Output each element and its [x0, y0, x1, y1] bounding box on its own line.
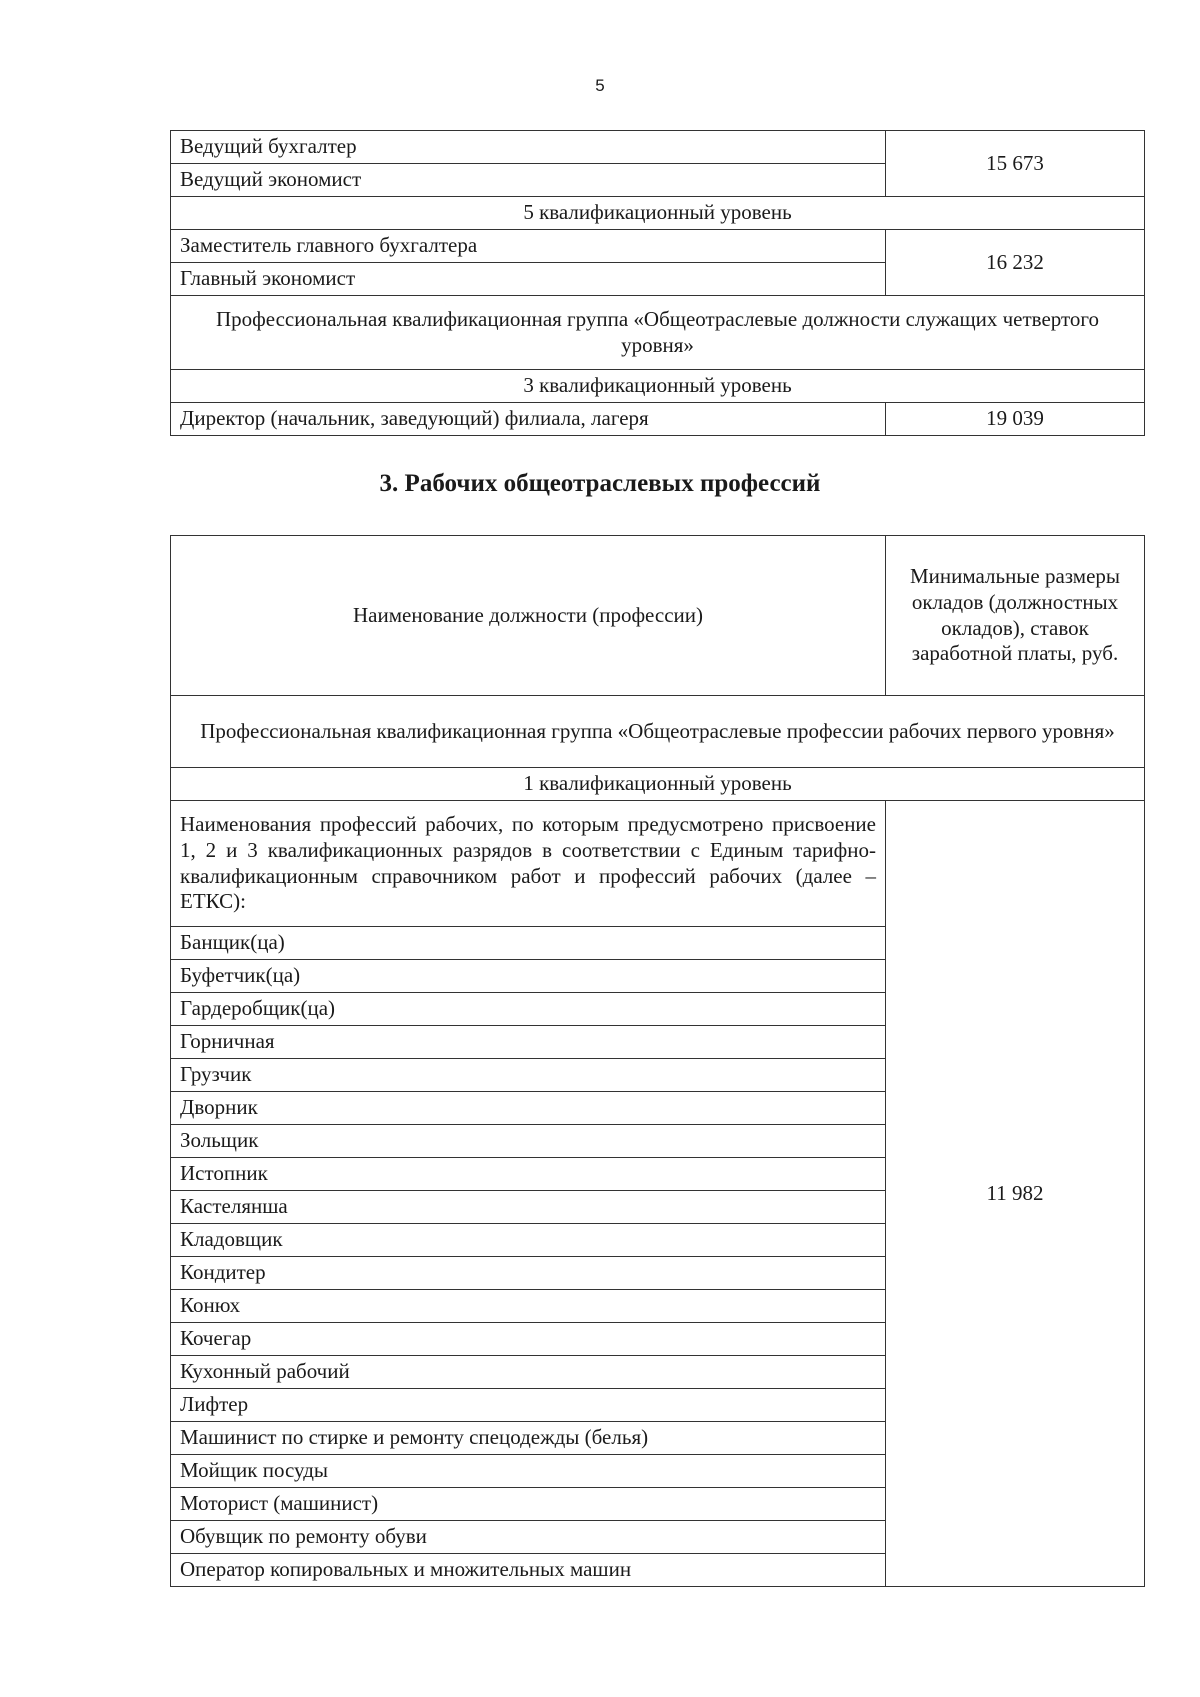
salary-value: 19 039 — [886, 403, 1145, 436]
profession-name: Машинист по стирке и ремонту спецодежды (белья) — [171, 1422, 886, 1455]
profession-name: Истопник — [171, 1158, 886, 1191]
profession-name: Кочегар — [171, 1323, 886, 1356]
salary-value: 11 982 — [886, 801, 1145, 1587]
header-salary: Минимальные размеры окладов (должностных окладов), ставок заработной платы, руб. — [886, 536, 1145, 696]
table-row — [171, 131, 1145, 164]
position-name: Ведущий экономист — [171, 164, 886, 197]
table-header-row — [171, 536, 1145, 696]
position-name: Заместитель главного бухгалтера — [171, 230, 886, 263]
position-name: Главный экономист — [171, 263, 886, 296]
table-row — [171, 230, 1145, 263]
qualification-level-row — [171, 370, 1145, 403]
position-name: Ведущий бухгалтер — [171, 131, 886, 164]
professional-group-title: Профессиональная квалификационная группа «Общеотраслевые должности служащих четвертого уровня» — [171, 296, 1145, 370]
profession-name: Кондитер — [171, 1257, 886, 1290]
profession-name: Грузчик — [171, 1059, 886, 1092]
position-name: Директор (начальник, заведующий) филиала, лагеря — [171, 403, 886, 436]
header-position-name: Наименование должности (профессии) — [171, 536, 886, 696]
salary-table-continued — [170, 130, 1145, 436]
profession-name: Буфетчик(ца) — [171, 960, 886, 993]
profession-name: Мойщик посуды — [171, 1455, 886, 1488]
profession-name: Кухонный рабочий — [171, 1356, 886, 1389]
profession-name: Горничная — [171, 1026, 886, 1059]
profession-name: Оператор копировальных и множительных машин — [171, 1554, 886, 1587]
section-title: 3. Рабочих общеотраслевых профессий — [379, 470, 821, 497]
profession-name: Зольщик — [171, 1125, 886, 1158]
professions-intro: Наименования профессий рабочих, по которым предусмотрено присвоение 1, 2 и 3 квалификационных разрядов в соответствии с Единым тарифно-квалификационным справочником работ и профессий рабочих (далее – ЕТКС): — [171, 801, 886, 927]
salary-value: 15 673 — [886, 131, 1145, 197]
professional-group-title: Профессиональная квалификационная группа «Общеотраслевые профессии рабочих первого уровня» — [171, 696, 1145, 768]
profession-name: Банщик(ца) — [171, 927, 886, 960]
qualification-level-row — [171, 768, 1145, 801]
profession-name: Кастелянша — [171, 1191, 886, 1224]
qualification-level-row — [171, 197, 1145, 230]
profession-name: Гардеробщик(ца) — [171, 993, 886, 1026]
profession-name: Лифтер — [171, 1389, 886, 1422]
profession-name: Дворник — [171, 1092, 886, 1125]
qualification-level: 3 квалификационный уровень — [171, 370, 1145, 403]
professional-group-row — [171, 696, 1145, 768]
profession-name: Конюх — [171, 1290, 886, 1323]
qualification-level: 5 квалификационный уровень — [171, 197, 1145, 230]
profession-name: Кладовщик — [171, 1224, 886, 1257]
professional-group-row — [171, 296, 1145, 370]
qualification-level: 1 квалификационный уровень — [171, 768, 1145, 801]
page-number: 5 — [595, 76, 605, 95]
profession-name: Моторист (машинист) — [171, 1488, 886, 1521]
workers-salary-table — [170, 535, 1145, 1587]
table-row — [171, 403, 1145, 436]
profession-name: Обувщик по ремонту обуви — [171, 1521, 886, 1554]
salary-value: 16 232 — [886, 230, 1145, 296]
table-row — [171, 801, 1145, 927]
